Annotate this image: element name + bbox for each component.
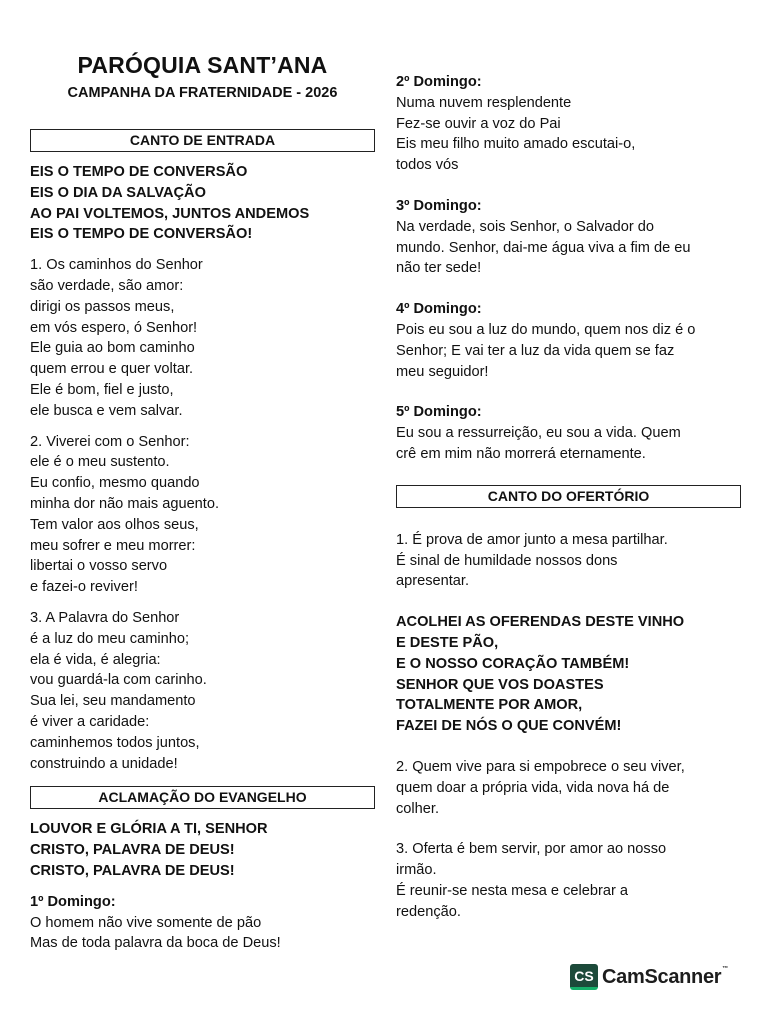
verse-line: É sinal de humildade nossos dons xyxy=(396,552,618,569)
domingo-line: meu seguidor! xyxy=(396,363,489,380)
verse-line: quem errou e quer voltar. xyxy=(30,361,194,378)
verse-line: é viver a caridade: xyxy=(30,713,150,730)
verse-line: é a luz do meu caminho; xyxy=(30,630,189,647)
verse-line: Ele guia ao bom caminho xyxy=(30,340,195,357)
verse-line: redenção. xyxy=(396,903,461,920)
verse-line: colher. xyxy=(396,800,439,817)
entrada-refrain xyxy=(30,162,375,245)
verse-line: Sua lei, seu mandamento xyxy=(30,693,196,710)
verse-line: apresentar. xyxy=(396,573,470,590)
left-column xyxy=(30,52,375,954)
page-title: PARÓQUIA SANT’ANA xyxy=(77,52,328,78)
verse-line: em vós espero, ó Senhor! xyxy=(30,319,198,336)
verse-line: caminhemos todos juntos, xyxy=(30,734,200,751)
ofertorio-verse-1 xyxy=(396,530,741,592)
verse-line: libertai o vosso servo xyxy=(30,558,168,575)
domingo-5 xyxy=(396,402,741,464)
verse-line: 1. Os caminhos do Senhor xyxy=(30,257,203,274)
domingo-line: todos vós xyxy=(396,157,459,174)
verse-line: irmão. xyxy=(396,862,437,879)
domingo-line: Fez-se ouvir a voz do Pai xyxy=(396,115,561,132)
camscanner-text: CamScanner xyxy=(602,965,722,988)
camscanner-logo-icon: CS xyxy=(570,964,598,990)
section-heading-aclamacao: ACLAMAÇÃO DO EVANGELHO xyxy=(30,786,375,809)
refrain-line: LOUVOR E GLÓRIA A TI, SENHOR xyxy=(30,821,268,838)
refrain-line: TOTALMENTE POR AMOR, xyxy=(396,697,583,714)
camscanner-watermark xyxy=(570,962,728,992)
verse-line: quem doar a própria vida, vida nova há de xyxy=(396,779,670,796)
refrain-line: EIS O TEMPO DE CONVERSÃO! xyxy=(30,226,253,243)
ofertorio-refrain xyxy=(396,612,741,737)
verse-line: construindo a unidade! xyxy=(30,755,178,772)
domingo-line: Mas de toda palavra da boca de Deus! xyxy=(30,935,281,952)
domingo-line: mundo. Senhor, dai-me água viva a fim de eu xyxy=(396,239,691,256)
domingo-line: Eis meu filho muito amado escutai-o, xyxy=(396,136,636,153)
verse-line: 2. Viverei com o Senhor: xyxy=(30,433,190,450)
verse-line: É reunir-se nesta mesa e celebrar a xyxy=(396,882,628,899)
section-heading-entrada: CANTO DE ENTRADA xyxy=(30,129,375,152)
verse-line: dirigi os passos meus, xyxy=(30,298,175,315)
refrain-line: CRISTO, PALAVRA DE DEUS! xyxy=(30,862,235,879)
refrain-line: FAZEI DE NÓS O QUE CONVÉM! xyxy=(396,718,622,735)
domingo-label: 1º Domingo: xyxy=(30,893,116,910)
verse-line: e fazei-o reviver! xyxy=(30,579,138,596)
domingo-label: 2º Domingo: xyxy=(396,74,482,90)
domingo-line: Pois eu sou a luz do mundo, quem nos diz é o xyxy=(396,321,696,338)
verse-line: ele busca e vem salvar. xyxy=(30,402,183,419)
domingo-2 xyxy=(396,72,741,176)
domingo-label: 3º Domingo: xyxy=(396,197,482,214)
domingo-label: 4º Domingo: xyxy=(396,301,482,318)
refrain-line: CRISTO, PALAVRA DE DEUS! xyxy=(30,842,235,859)
domingo-label: 5º Domingo: xyxy=(396,404,482,421)
refrain-line: ACOLHEI AS OFERENDAS DESTE VINHO xyxy=(396,614,685,631)
verse-line: Ele é bom, fiel e justo, xyxy=(30,381,174,398)
verse-line: vou guardá-la com carinho. xyxy=(30,672,207,689)
domingo-line: Eu sou a ressurreição, eu sou a vida. Quem xyxy=(396,425,681,442)
verse-line: meu sofrer e meu morrer: xyxy=(30,537,196,554)
domingo-line: Senhor; E vai ter a luz da vida quem se faz xyxy=(396,342,675,359)
verse-line: Tem valor aos olhos seus, xyxy=(30,516,199,533)
verse-line: 3. Oferta é bem servir, por amor ao nosso xyxy=(396,841,667,858)
entrada-verse-3 xyxy=(30,608,375,774)
section-heading-ofertorio: CANTO DO OFERTÓRIO xyxy=(396,485,741,508)
page-subtitle: CAMPANHA DA FRATERNIDADE - 2026 xyxy=(67,85,338,101)
ofertorio-verse-3 xyxy=(396,839,741,922)
aclamacao-refrain xyxy=(30,819,375,881)
refrain-line: AO PAI VOLTEMOS, JUNTOS ANDEMOS xyxy=(30,205,310,222)
camscanner-label xyxy=(602,966,728,989)
domingo-1 xyxy=(30,892,375,954)
refrain-line: EIS O DIA DA SALVAÇÃO xyxy=(30,184,206,201)
domingo-line: não ter sede! xyxy=(396,260,482,277)
verse-line: ele é o meu sustento. xyxy=(30,454,170,471)
domingo-line: Na verdade, sois Senhor, o Salvador do xyxy=(396,218,654,235)
entrada-verse-2 xyxy=(30,432,375,598)
domingo-3 xyxy=(396,196,741,279)
entrada-verse-1 xyxy=(30,255,375,421)
verse-line: são verdade, são amor: xyxy=(30,277,184,294)
verse-line: ela é vida, é alegria: xyxy=(30,651,161,668)
verse-line: minha dor não mais aguento. xyxy=(30,495,220,512)
refrain-line: E O NOSSO CORAÇÃO TAMBÉM! xyxy=(396,655,630,672)
domingo-4 xyxy=(396,299,741,382)
verse-line: 2. Quem vive para si empobrece o seu viver, xyxy=(396,758,685,775)
refrain-line: EIS O TEMPO DE CONVERSÃO xyxy=(30,164,248,180)
refrain-line: SENHOR QUE VOS DOASTES xyxy=(396,676,604,693)
trademark-mark: ™ xyxy=(722,965,728,972)
verse-line: 1. É prova de amor junto a mesa partilhar. xyxy=(396,531,668,548)
right-column xyxy=(396,72,741,923)
domingo-line: crê em mim não morrerá eternamente. xyxy=(396,445,646,462)
ofertorio-verse-2 xyxy=(396,757,741,819)
domingo-line: Numa nuvem resplendente xyxy=(396,94,572,111)
domingo-line: O homem não vive somente de pão xyxy=(30,914,262,931)
refrain-line: E DESTE PÃO, xyxy=(396,634,499,651)
verse-line: Eu confio, mesmo quando xyxy=(30,475,200,492)
verse-line: 3. A Palavra do Senhor xyxy=(30,609,180,626)
